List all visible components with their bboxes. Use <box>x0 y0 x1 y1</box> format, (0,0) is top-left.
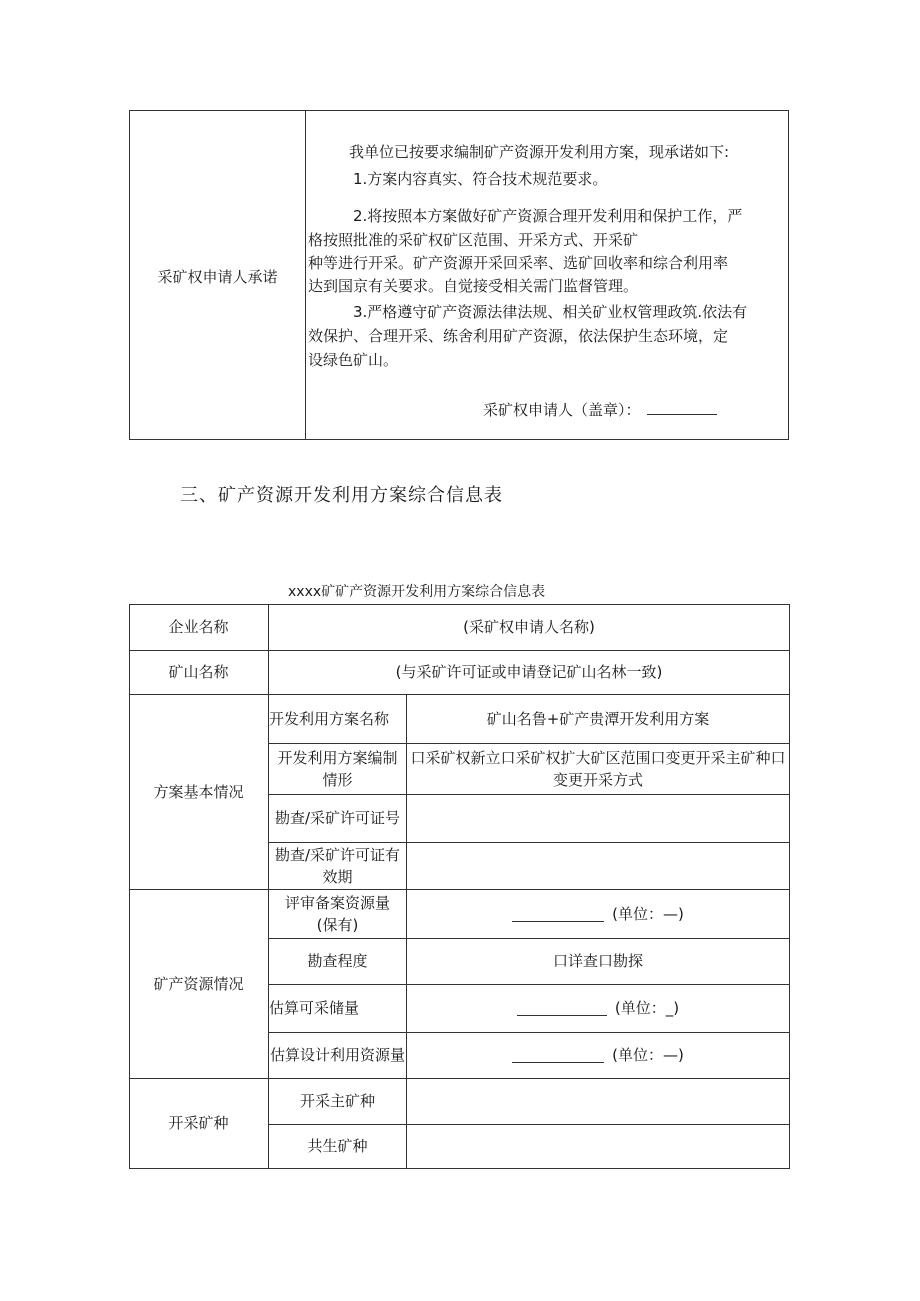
fill-blank <box>512 1047 604 1063</box>
exploration-level-value: 口详查口勘探 <box>552 952 643 970</box>
design-resource-label: 估算设计利用资源量 <box>269 1046 405 1064</box>
unit-text: (单位：_) <box>614 999 680 1017</box>
mine-label: 矿山名称 <box>168 663 229 681</box>
commitment-label: 采矿权申请人承诺 <box>157 268 278 286</box>
commitment-line: 格按照批准的采矿权矿区范围、开采方式、开采矿 <box>308 231 639 249</box>
main-mineral-value <box>407 1078 789 1124</box>
signature-line <box>483 399 717 420</box>
table-title: xxxx矿矿产资源开发利用方案综合信息表 <box>288 584 546 600</box>
unit-text: (单位：—) <box>612 904 684 923</box>
exploration-level-label: 勘查程度 <box>307 952 368 970</box>
table-border <box>129 1168 790 1169</box>
signature-label: 采矿权申请人（盖章）： <box>483 401 641 419</box>
commitment-line: 达到国京有关要求。自觉接受相关需门监督管理。 <box>308 277 639 295</box>
mining-group-label: 开采矿种 <box>168 1114 229 1132</box>
plan-situation-value: 口采矿权新立口采矿权扩大矿区范围口变更开采主矿种口变更开采方式 <box>410 748 786 789</box>
resource-group-label: 矿产资源情况 <box>153 974 244 993</box>
license-number-label: 勘查/采矿许可证号 <box>274 809 401 827</box>
commitment-line: 2.将按照本方案做好矿产资源合理开发利用和保护工作，严 <box>353 207 743 225</box>
plan-name-label: 开发利用方案名称 <box>269 709 390 728</box>
fill-blank <box>517 1000 607 1016</box>
associated-mineral-value <box>407 1124 789 1168</box>
info-table <box>129 604 790 1169</box>
license-validity-value <box>407 842 789 889</box>
commitment-table <box>129 110 789 440</box>
recoverable-reserve-label: 估算可采储量 <box>269 999 360 1017</box>
mine-value: (与采矿许可证或申请登记矿山名林一致) <box>395 663 663 681</box>
reviewed-resource-label: 评审备案资源量(保有) <box>284 893 390 934</box>
commitment-line: 3.严格遵守矿产资源法律法规、相关矿业权管理政筑.依法有 <box>353 303 748 321</box>
design-resource-value <box>407 1032 789 1078</box>
commitment-line: 设绿色矿山。 <box>308 351 399 369</box>
license-validity-label: 勘查/采矿许可证有效期 <box>274 845 401 886</box>
signature-blank <box>647 400 717 415</box>
recoverable-reserve-value <box>407 984 789 1032</box>
commitment-line: 1.方案内容真实、符合技术规范要求。 <box>353 170 608 188</box>
main-mineral-label: 开采主矿种 <box>299 1092 375 1110</box>
table-border <box>789 604 790 1169</box>
commitment-line: 种等进行开采。矿产资源开采回采率、选矿回收率和综合利用率 <box>308 254 729 272</box>
enterprise-label: 企业名称 <box>168 618 229 636</box>
reviewed-resource-value <box>407 889 789 938</box>
unit-text: (单位：—) <box>612 1046 684 1064</box>
plan-group-label: 方案基本情况 <box>153 782 244 801</box>
enterprise-value: (采矿权申请人名称) <box>463 618 595 636</box>
section-title: 三、矿产资源开发利用方案综合信息表 <box>180 485 503 506</box>
commitment-divider <box>305 111 306 439</box>
plan-name-value: 矿山名鲁+矿产贵潭开发利用方案 <box>486 709 710 728</box>
associated-mineral-label: 共生矿种 <box>307 1137 368 1155</box>
plan-situation-label: 开发利用方案编制情形 <box>277 748 398 789</box>
commitment-line: 效保护、合理开采、练舍利用矿产资源，依法保护生态环境，定 <box>308 327 729 345</box>
fill-blank <box>512 906 604 922</box>
commitment-line: 我单位已按要求编制矿产资源开发利用方案，现承诺如下: <box>349 143 730 161</box>
license-number-value <box>407 794 789 842</box>
